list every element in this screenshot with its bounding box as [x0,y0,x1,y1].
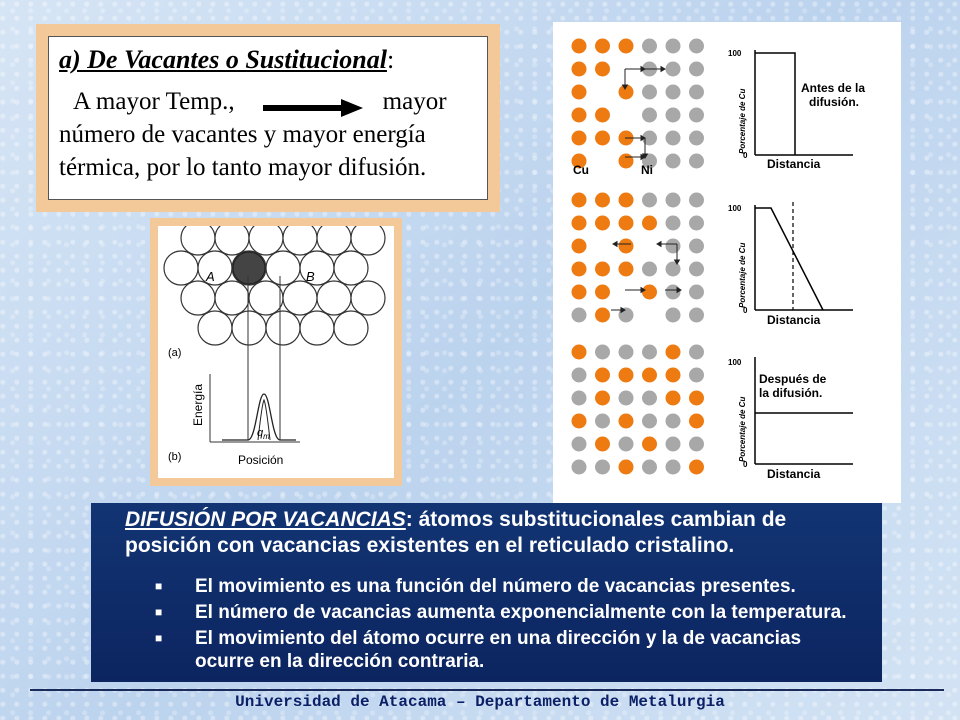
ni-atom [689,216,704,231]
bullet-item: ■ El movimiento del átomo ocurre en una dirección y la de vacancias ocurre en la dirección contraria. [155,628,802,672]
bullet-icon: ■ [155,579,163,593]
before-label-line2: difusión. [809,95,859,109]
cu-atom [572,39,587,54]
tick-0-after: 0 [743,460,748,469]
cu-atom [595,437,610,452]
cu-atom [595,193,610,208]
part-label-a: (a) [168,347,182,359]
ni-atom [666,216,681,231]
cu-atom [595,131,610,146]
lattice-atom [181,226,215,255]
tick-100-before: 100 [728,49,742,58]
atom-grids [572,39,705,475]
ni-atom [689,345,704,360]
cu-atom [572,414,587,429]
cu-atom [595,285,610,300]
lattice-atom [283,281,317,315]
ni-atom [572,391,587,406]
ni-label: Ni [641,163,653,177]
vacancy-heading-rest: : átomos substitucionales cambian de [405,508,787,531]
arrowhead-icon [657,242,661,247]
cu-atom [642,437,657,452]
ni-atom [689,131,704,146]
cu-atom [619,368,634,383]
ni-atom [666,437,681,452]
ni-atom [642,345,657,360]
ni-atom [595,345,610,360]
cu-atom [619,193,634,208]
ni-atom [642,262,657,277]
cu-atom [572,239,587,254]
footer-text: Universidad de Atacama – Departamento de Metalurgia [235,693,725,711]
ni-atom [642,108,657,123]
ni-atom [666,308,681,323]
cu-atom [689,460,704,475]
cu-atom [572,85,587,100]
ni-atom [666,193,681,208]
vacancy-diffusion-panel [91,503,882,682]
lattice-atom [198,251,232,285]
lattice-atom [215,281,249,315]
cu-atom [666,391,681,406]
cu-atom [595,108,610,123]
profile-plot-after [728,357,853,481]
section-title: a) De Vacantes o Sustitucional: [59,45,395,74]
lattice-energy-figure [150,218,402,486]
ni-atom [666,108,681,123]
lattice-atom [215,226,249,255]
ni-atom [595,460,610,475]
ni-atom [572,368,587,383]
vacancy-heading-keyword: DIFUSIÓN POR VACANCIAS [125,508,406,531]
arrowhead-icon [661,67,665,72]
cu-atom [595,39,610,54]
after-label-line1: Después de [759,372,827,386]
ni-atom [619,391,634,406]
vacancy-heading [125,507,848,559]
bullet-item: ■ El movimiento es una función del número de vacancias presentes. [155,576,796,597]
lattice-atom [351,226,385,255]
lattice-atom [249,281,283,315]
ni-atom [689,308,704,323]
ni-atom [572,308,587,323]
ni-atom [666,131,681,146]
ni-atom [689,154,704,169]
profile-plot-before [728,49,865,171]
tick-0-before: 0 [743,151,748,160]
ni-atom [689,193,704,208]
vacancy-definition-card [36,24,500,212]
ni-atom [619,345,634,360]
ni-atom [642,39,657,54]
cu-atom [689,414,704,429]
lattice-atom [266,311,300,345]
lattice-atom [232,311,266,345]
ni-atom [689,285,704,300]
ni-atom [595,414,610,429]
cu-atom [619,216,634,231]
cu-atom [642,285,657,300]
vacancy-definition-box [48,36,488,200]
x-axis-label-before: Distancia [767,157,821,171]
cu-atom [572,108,587,123]
moving-atom [233,252,265,284]
cu-atom [572,131,587,146]
ni-atom [666,85,681,100]
lattice-svg [158,226,394,478]
ni-atom [642,85,657,100]
y-axis-label-after: Porcentaje de Cu [738,396,747,462]
cu-atom [619,154,634,169]
cu-atom [595,262,610,277]
arrowhead-icon [613,242,617,247]
x-axis-label-during: Distancia [767,313,821,327]
tick-0-during: 0 [743,306,748,315]
cu-atom [666,345,681,360]
before-label-line1: Antes de la [801,81,866,95]
cu-atom [619,239,634,254]
lattice-atom [181,281,215,315]
ni-atom [642,193,657,208]
cu-atom [572,216,587,231]
atom-lattice [164,226,385,345]
tick-100-during: 100 [728,204,742,213]
lattice-atom [198,311,232,345]
cu-atom [595,368,610,383]
lattice-atom [283,226,317,255]
ni-atom [572,460,587,475]
cu-atom [572,262,587,277]
lattice-atom [317,281,351,315]
cu-ni-diffusion-figure [553,22,901,503]
bullet-item: ■ El número de vacancias aumenta exponencialmente con la temperatura. [155,602,847,623]
right-arrow-icon [263,93,363,111]
cu-atom [572,285,587,300]
ni-atom [642,414,657,429]
ni-atom [666,39,681,54]
cu-atom [595,216,610,231]
footer-divider [30,689,944,691]
after-label-line2: la difusión. [759,386,823,400]
cu-atom [619,39,634,54]
lattice-atom [164,251,198,285]
ni-atom [642,391,657,406]
lattice-atom [334,311,368,345]
ni-atom [619,437,634,452]
y-axis-label-during: Porcentaje de Cu [738,242,747,308]
vacancy-heading-line2: posición con vacancias existentes en el reticulado cristalino. [125,534,735,557]
ni-atom [666,262,681,277]
lattice-atom [334,251,368,285]
part-label-b: (b) [168,451,182,463]
cu-atom [619,262,634,277]
diffusion-svg [553,22,901,503]
ni-atom [572,437,587,452]
ni-atom [689,262,704,277]
cu-atom [572,62,587,77]
profile-plot-during [728,202,853,327]
cu-atom [595,308,610,323]
definition-text [59,85,477,184]
line1-left: A mayor Temp., [73,88,235,115]
y-axis-label-before: Porcentaje de Cu [738,88,747,154]
cu-atom [666,368,681,383]
ni-atom [666,460,681,475]
lattice-atom [317,226,351,255]
line3: térmica, por lo tanto mayor difusión. [59,154,427,181]
cu-atom [689,391,704,406]
cu-label: Cu [573,163,589,177]
vacancy-bullet-list [125,575,848,673]
ni-atom [666,239,681,254]
ni-atom [666,414,681,429]
tick-100-after: 100 [728,358,742,367]
bullet-icon: ■ [155,605,163,619]
cu-atom [572,193,587,208]
cu-atom [619,414,634,429]
ni-atom [689,239,704,254]
ni-atom [666,154,681,169]
line1-right: mayor [382,88,447,115]
ni-atom [689,368,704,383]
atom-label-a: A [206,269,215,284]
cu-atom [595,62,610,77]
cu-atom [619,460,634,475]
x-axis-label-after: Distancia [767,467,821,481]
lattice-atom [266,251,300,285]
position-axis-label: Posición [238,453,284,467]
bullet-icon: ■ [155,631,163,645]
ni-atom [642,460,657,475]
cu-atom [572,345,587,360]
ni-atom [666,62,681,77]
lattice-atom [249,226,283,255]
ni-atom [689,39,704,54]
ni-atom [689,437,704,452]
lattice-energy-figure-inner [158,226,394,478]
cu-atom [595,391,610,406]
line2: número de vacantes y mayor energía [59,121,426,148]
lattice-atom [351,281,385,315]
cu-atom [642,216,657,231]
ni-atom [689,85,704,100]
atom-label-b: B [306,269,315,284]
ni-atom [689,62,704,77]
ni-atom [689,108,704,123]
energy-axis-label: Energía [191,383,205,426]
barrier-label: $q_m$ [257,427,270,441]
lattice-atom [300,311,334,345]
cu-atom [642,368,657,383]
